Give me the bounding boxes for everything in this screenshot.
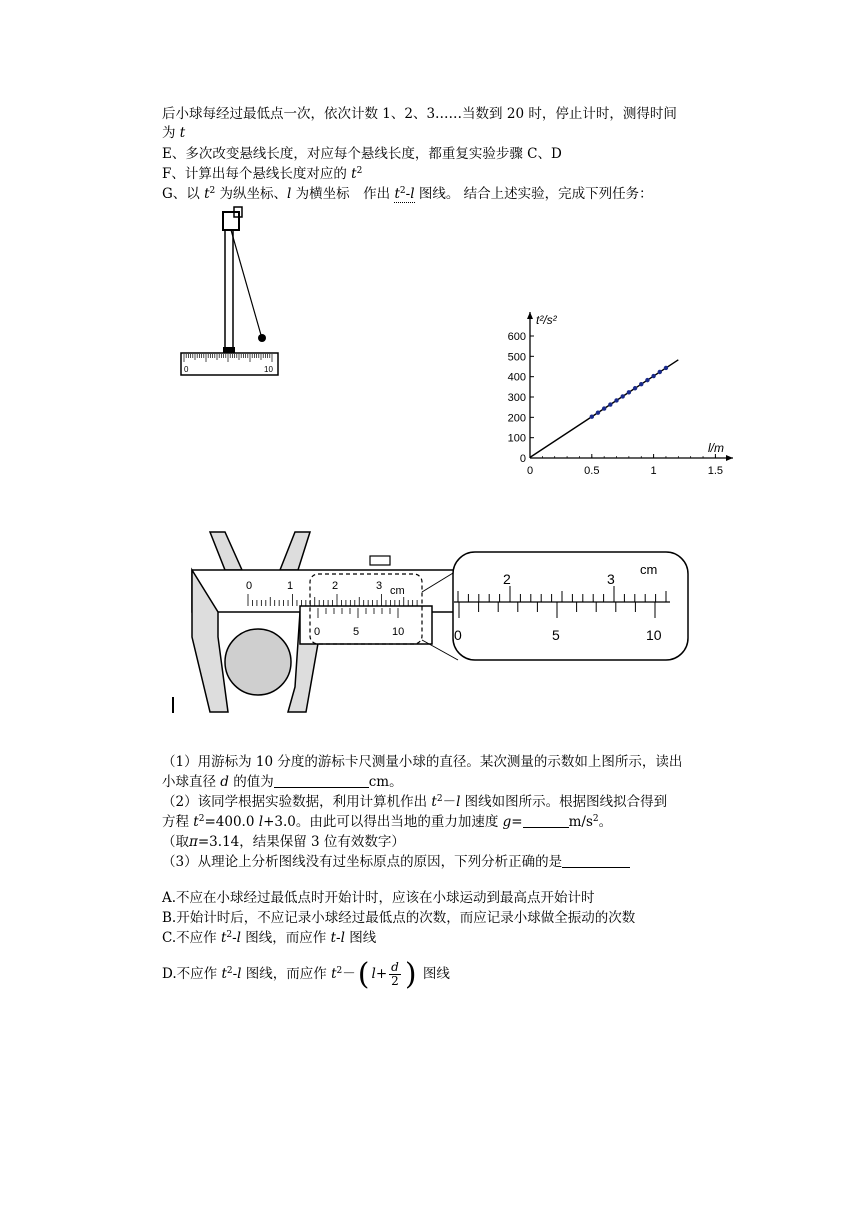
x-tick-label: 0.5 <box>584 465 600 477</box>
main-label-2: 2 <box>332 580 339 592</box>
option-d: D.不应作 $t^2-l$ 图线，而应作 $t^2-$( l+ $\frac{d}{2}$ ) 图线 <box>162 956 450 992</box>
answer-blank-analysis[interactable] <box>562 854 630 868</box>
answer-blank-gravity[interactable] <box>523 814 569 828</box>
formula-l-plus-d-over-2: ( <box>357 956 370 992</box>
pendulum-bob <box>258 334 266 342</box>
question-2-line-1: （2）该同学根据实验数据，利用计算机作出 $t^2-l$ 图线如图所示。根据图线拟合得到 <box>162 794 668 810</box>
main-unit-label: cm <box>390 585 405 597</box>
question-1-line-2: 小球直径 d 的值为 cm。 <box>162 774 403 790</box>
x-tick-label: 1.5 <box>707 465 724 477</box>
y-tick-label: 200 <box>507 412 526 425</box>
option-c: C.不应作 $t^2-l$ 图线，而应作 t-l 图线 <box>162 930 377 946</box>
main-label-0: 0 <box>246 580 253 592</box>
caliper-upper-movable-jaw <box>280 532 310 570</box>
step-e: E、多次改变悬线长度，对应每个悬线长度，都重复实验步骤 C、D <box>162 146 562 162</box>
data-point <box>614 398 618 402</box>
y-tick-label: 600 <box>507 331 526 343</box>
data-point <box>590 415 594 419</box>
question-3: （3）从理论上分析图线没有过坐标原点的原因，下列分析正确的是 <box>162 853 630 871</box>
data-point <box>651 374 655 378</box>
y-tick-label: 0 <box>519 453 526 465</box>
text-line-2: 为 t <box>162 125 186 141</box>
data-point <box>627 390 631 394</box>
data-point <box>658 370 662 374</box>
text-line-1: 后小球每经过最低点一次，依次计数 1、2、3……当数到 20 时，停止计时，测得时间 <box>162 106 677 122</box>
fraction-d-over-2: $\frac{d}{2}$ <box>391 960 399 988</box>
data-point <box>602 406 606 410</box>
ruler-label-10: 10 <box>264 365 273 374</box>
caliper-upper-fixed-jaw <box>210 532 242 570</box>
y-axis-label: t²/s² <box>536 313 557 327</box>
vernier-label-0: 0 <box>314 626 321 638</box>
data-point <box>608 402 612 406</box>
stand-rod <box>225 230 233 350</box>
data-point <box>596 410 600 414</box>
step-f: F、计算出每个悬线长度对应的 $t^2$ <box>162 166 363 182</box>
x-tick-label: 0 <box>526 465 534 477</box>
t2-l-chart <box>497 308 735 498</box>
data-point <box>639 382 643 386</box>
vernier-label-10: 10 <box>392 626 405 638</box>
data-point <box>645 378 649 382</box>
measured-ball <box>225 629 291 695</box>
x-axis-label: l/m <box>708 441 724 455</box>
x-tick-label: 1 <box>650 465 657 477</box>
vernier-label-5: 5 <box>353 626 360 638</box>
option-b: B.开始计时后，不应记录小球经过最低点的次数，而应记录小球做全振动的次数 <box>162 910 636 926</box>
pendulum-figure <box>176 205 281 380</box>
zoom-main-label-2: 2 <box>503 571 511 587</box>
zoom-vernier-label-10: 10 <box>646 627 662 643</box>
lock-screw <box>370 556 390 565</box>
data-point <box>621 394 625 398</box>
question-2-line-3: （取π=3.14，结果保留 3 位有效数字） <box>162 834 405 850</box>
y-tick-label: 100 <box>507 432 526 445</box>
y-tick-label: 300 <box>507 392 526 404</box>
pendulum-string <box>231 230 261 335</box>
zoom-main-label-3: 3 <box>607 571 615 587</box>
option-a: A.不应在小球经过最低点时开始计时，应该在小球运动到最高点开始计时 <box>162 890 595 906</box>
text-cursor-mark <box>172 697 174 713</box>
clamp-top <box>223 212 239 230</box>
zoom-vernier-label-0: 0 <box>454 627 462 643</box>
vernier-caliper-figure <box>170 522 695 722</box>
stand-base <box>223 347 235 353</box>
question-1-line-1: （1）用游标为 10 分度的游标卡尺测量小球的直径。某次测量的示数如上图所示，读出 <box>162 754 683 770</box>
data-point <box>633 386 637 390</box>
question-2-line-2: 方程 $t^2=400.0$ l+3.0。由此可以得出当地的重力加速度 $g= m/s^2$。 <box>162 814 613 830</box>
answer-blank-diameter[interactable] <box>274 774 369 788</box>
y-tick-label: 400 <box>507 371 526 384</box>
zoom-unit-label: cm <box>640 562 658 577</box>
ruler-label-0: 0 <box>184 365 189 374</box>
step-g: G、以 $t^2$ 为纵坐标、l 为横坐标 作出 $t^2-l$ 图线。 结合上述实验，完成下列任务： <box>162 186 653 202</box>
data-point <box>664 366 668 370</box>
main-label-3: 3 <box>376 580 383 592</box>
main-label-1: 1 <box>287 580 294 592</box>
y-tick-label: 500 <box>507 351 526 364</box>
zoom-vernier-label-5: 5 <box>552 627 560 643</box>
